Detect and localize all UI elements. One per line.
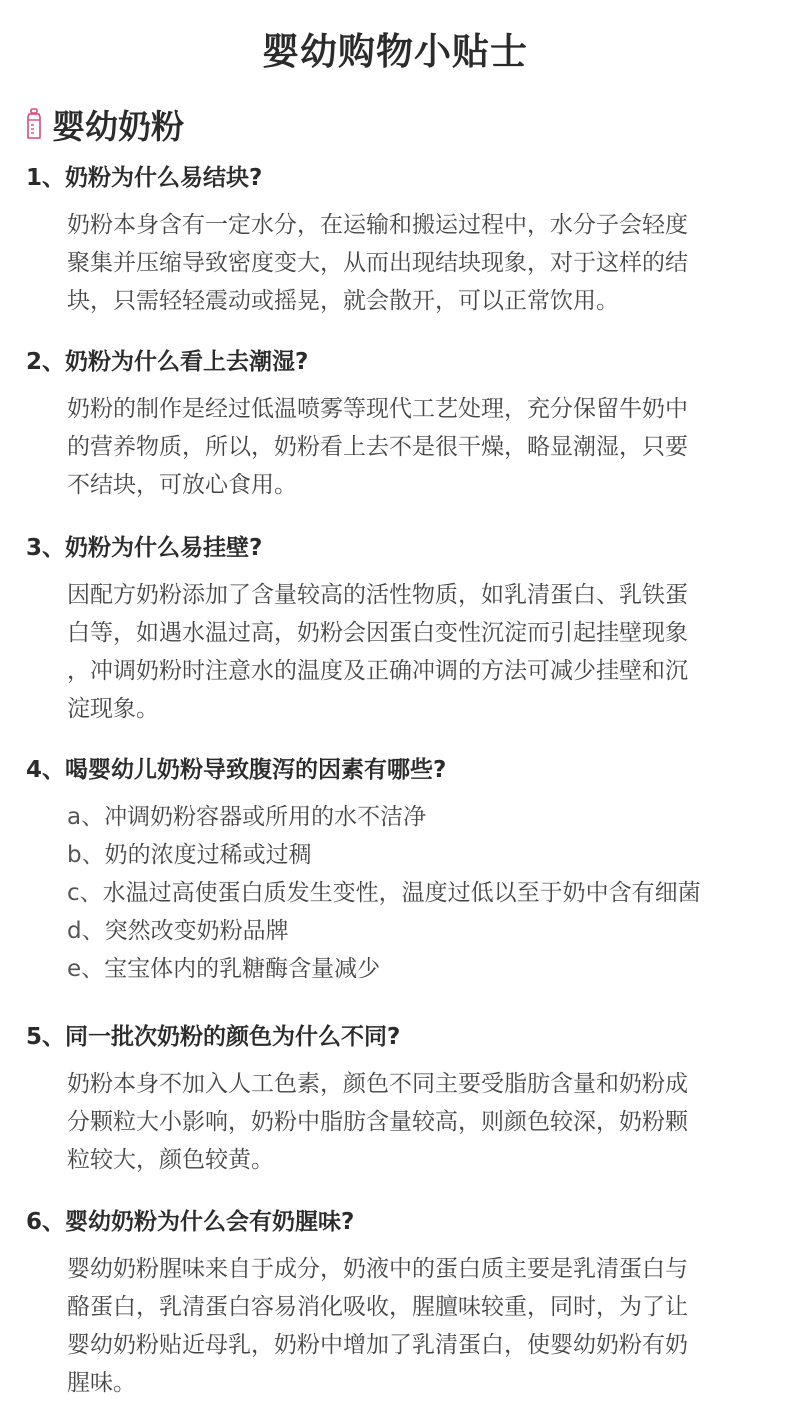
question-heading: 3、奶粉为什么易挂壁? bbox=[26, 535, 263, 561]
answer-line: 淀现象。 bbox=[67, 696, 159, 722]
answer-line: 腥味。 bbox=[67, 1370, 136, 1396]
section-title: 婴幼奶粉 bbox=[52, 106, 184, 146]
answer-line: 块，只需轻轻震动或摇晃，就会散开，可以正常饮用。 bbox=[67, 288, 619, 314]
question-heading: 5、同一批次奶粉的颜色为什么不同? bbox=[26, 1024, 401, 1050]
answer-line: 酪蛋白，乳清蛋白容易消化吸收，腥膻味较重，同时，为了让 bbox=[67, 1294, 688, 1320]
answer-paragraph bbox=[26, 1250, 767, 1402]
answer-line: 聚集并压缩导致密度变大，从而出现结块现象，对于这样的结 bbox=[67, 250, 688, 276]
qa-item bbox=[26, 1205, 776, 1402]
answer-line: 因配方奶粉添加了含量较高的活性物质，如乳清蛋白、乳铁蛋 bbox=[67, 582, 688, 608]
list-item-text: 冲调奶粉容器或所用的水不洁净 bbox=[104, 804, 427, 830]
answer-line: 分颗粒大小影响，奶粉中脂肪含量较高，则颜色较深，奶粉颗 bbox=[67, 1109, 688, 1135]
list-item bbox=[67, 798, 787, 836]
answer-paragraph bbox=[26, 576, 767, 728]
qa-item bbox=[26, 161, 776, 320]
baby-bottle-icon bbox=[24, 108, 44, 140]
list-item-text: 突然改变奶粉品牌 bbox=[104, 918, 289, 944]
list-marker: d、 bbox=[67, 918, 105, 944]
list-item bbox=[67, 874, 787, 912]
answer-paragraph bbox=[26, 1065, 767, 1179]
question-heading: 4、喝婴幼儿奶粉导致腹泻的因素有哪些? bbox=[26, 757, 447, 783]
answer-line: 白等，如遇水温过高，奶粉会因蛋白变性沉淀而引起挂壁现象 bbox=[67, 620, 688, 646]
answer-line: 婴幼奶粉腥味来自于成分，奶液中的蛋白质主要是乳清蛋白与 bbox=[67, 1256, 688, 1282]
qa-item bbox=[26, 753, 776, 988]
list-marker: b、 bbox=[67, 842, 105, 868]
list-marker: a、 bbox=[67, 804, 105, 830]
answer-line: 奶粉的制作是经过低温喷雾等现代工艺处理，充分保留牛奶中 bbox=[67, 396, 688, 422]
list-item-text: 宝宝体内的乳糖酶含量减少 bbox=[104, 956, 381, 982]
qa-item bbox=[26, 531, 776, 728]
question-heading: 6、婴幼奶粉为什么会有奶腥味? bbox=[26, 1209, 355, 1235]
list-item-text: 奶的浓度过稀或过稠 bbox=[104, 842, 312, 868]
answer-paragraph bbox=[26, 206, 767, 320]
list-item bbox=[67, 836, 787, 874]
answer-line: 奶粉本身不加入人工色素，颜色不同主要受脂肪含量和奶粉成 bbox=[67, 1071, 688, 1097]
cause-list bbox=[26, 798, 787, 988]
list-item bbox=[67, 950, 787, 988]
answer-line: 不结块，可放心食用。 bbox=[67, 472, 297, 498]
list-marker: e、 bbox=[67, 956, 105, 982]
answer-line: 粒较大，颜色较黄。 bbox=[67, 1147, 274, 1173]
qa-item bbox=[26, 345, 776, 504]
answer-line: ，冲调奶粉时注意水的温度及正确冲调的方法可减少挂壁和沉 bbox=[67, 658, 688, 684]
answer-line: 奶粉本身含有一定水分，在运输和搬运过程中，水分子会轻度 bbox=[67, 212, 688, 238]
answer-line: 婴幼奶粉贴近母乳，奶粉中增加了乳清蛋白，使婴幼奶粉有奶 bbox=[67, 1332, 688, 1358]
list-marker: c、 bbox=[67, 880, 103, 906]
question-heading: 2、奶粉为什么看上去潮湿? bbox=[26, 349, 309, 375]
answer-paragraph bbox=[26, 390, 767, 504]
list-item-text: 水温过高使蛋白质发生变性，温度过低以至于奶中含有细菌 bbox=[102, 880, 701, 906]
answer-line: 的营养物质，所以，奶粉看上去不是很干燥，略显潮湿，只要 bbox=[67, 434, 688, 460]
qa-item bbox=[26, 1020, 776, 1179]
section-heading bbox=[24, 100, 184, 148]
page-title: 婴幼购物小贴士 bbox=[262, 30, 528, 73]
list-item bbox=[67, 912, 787, 950]
question-heading: 1、奶粉为什么易结块? bbox=[26, 165, 263, 191]
